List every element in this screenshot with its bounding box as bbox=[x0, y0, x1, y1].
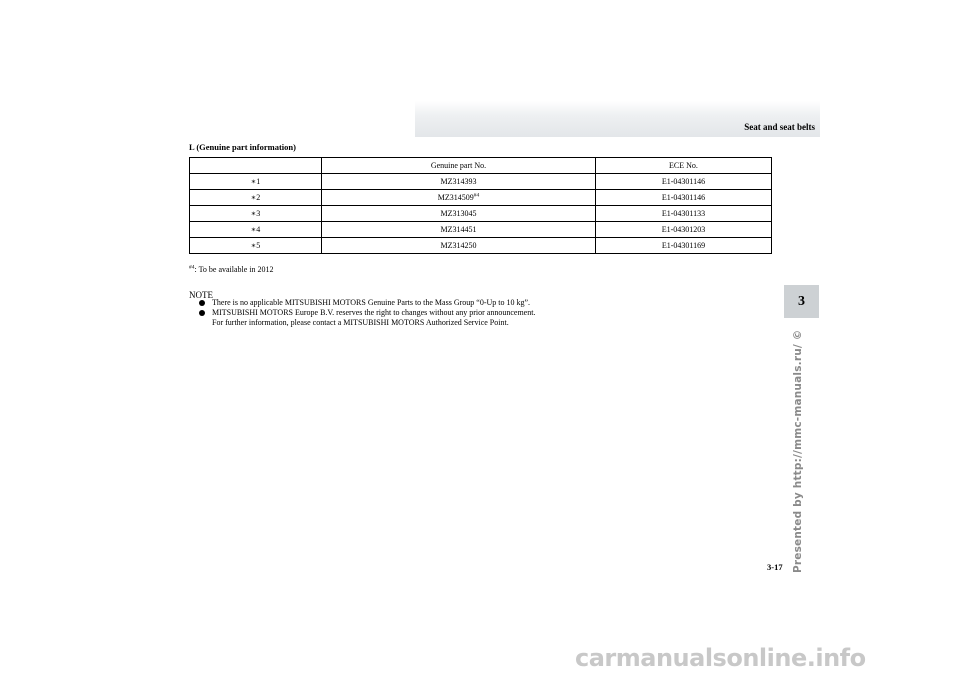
row-part-no: MZ314250 bbox=[322, 238, 596, 254]
row-ece-no: E1-04301203 bbox=[596, 222, 772, 238]
site-watermark: carmanualsonline.info bbox=[575, 644, 866, 672]
bullet-icon bbox=[199, 310, 205, 316]
row-key: ∗2 bbox=[190, 190, 322, 206]
row-key: ∗5 bbox=[190, 238, 322, 254]
page-heading: L (Genuine part information) bbox=[189, 142, 296, 152]
table-row bbox=[190, 174, 772, 190]
table-row bbox=[190, 222, 772, 238]
chapter-tab: 3 bbox=[784, 285, 819, 318]
section-title: Seat and seat belts bbox=[744, 122, 815, 132]
row-key: ∗1 bbox=[190, 174, 322, 190]
parts-table bbox=[189, 157, 772, 254]
note-label: NOTE bbox=[189, 290, 213, 300]
row-part-no: MZ314509$^{\#4}$ bbox=[322, 190, 596, 206]
table-row bbox=[190, 190, 772, 206]
column-header-key bbox=[190, 158, 322, 174]
row-part-no: MZ313045 bbox=[322, 206, 596, 222]
row-key: ∗3 bbox=[190, 206, 322, 222]
table-header-row bbox=[190, 158, 772, 174]
list-item: There is no applicable MITSUBISHI MOTORS Genuine Parts to the Mass Group “0-Up to 10 kg”. bbox=[199, 298, 779, 308]
table-row bbox=[190, 206, 772, 222]
side-watermark: Presented by http://mmc-manuals.ru/ © bbox=[792, 329, 804, 573]
column-header-ece: ECE No. bbox=[596, 158, 772, 174]
row-ece-no: E1-04301146 bbox=[596, 174, 772, 190]
column-header-part: Genuine part No. bbox=[322, 158, 596, 174]
page-number: 3-17 bbox=[767, 562, 783, 572]
row-ece-no: E1-04301133 bbox=[596, 206, 772, 222]
footnote bbox=[189, 265, 274, 274]
row-part-no: MZ314451 bbox=[322, 222, 596, 238]
bullet-icon bbox=[199, 300, 205, 306]
note-list bbox=[199, 298, 779, 328]
footnote-mark: #4 bbox=[189, 264, 195, 271]
row-key: ∗4 bbox=[190, 222, 322, 238]
list-item: MITSUBISHI MOTORS Europe B.V. reserves the right to changes without any prior announcement. For further information, please contact a MITSUBISHI MOTORS Authorized Service Point. bbox=[199, 308, 779, 328]
row-ece-no: E1-04301146 bbox=[596, 190, 772, 206]
row-part-no: MZ314393 bbox=[322, 174, 596, 190]
footnote-text: : To be available in 2012 bbox=[194, 265, 274, 274]
table-row bbox=[190, 238, 772, 254]
row-ece-no: E1-04301169 bbox=[596, 238, 772, 254]
